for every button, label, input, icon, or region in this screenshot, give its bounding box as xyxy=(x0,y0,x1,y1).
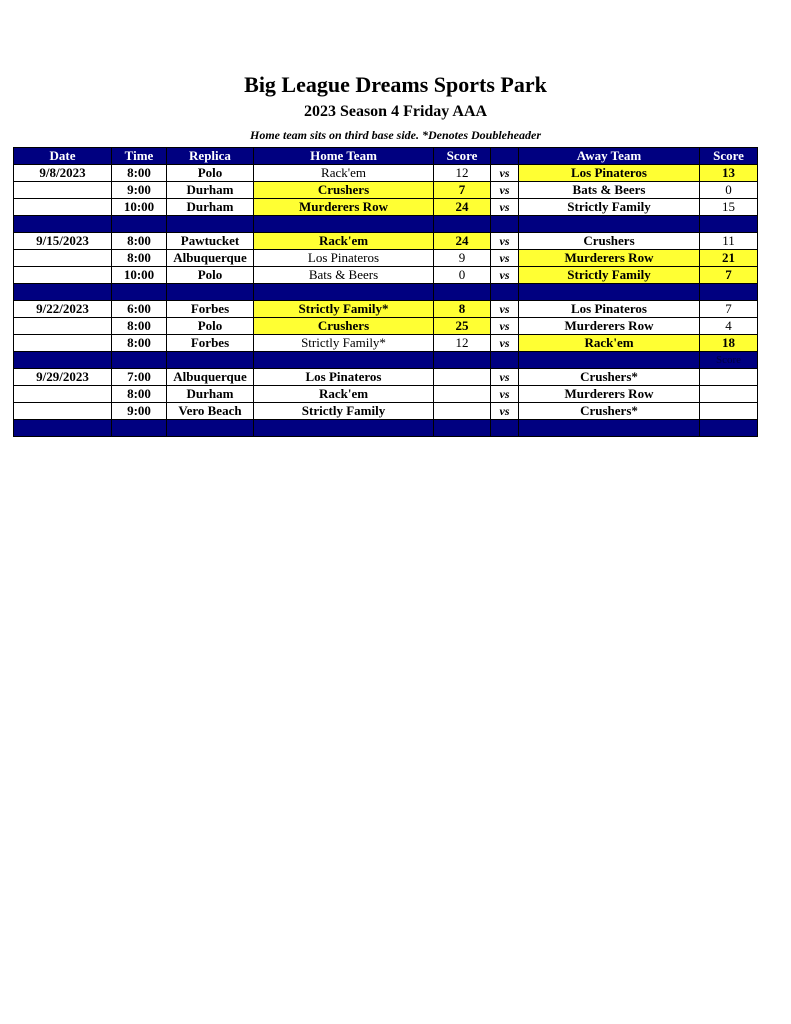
column-header-home-score: Score xyxy=(434,148,491,165)
vs-label: vs xyxy=(491,199,519,216)
week-separator xyxy=(14,420,758,437)
separator-cell xyxy=(491,216,519,233)
separator-cell xyxy=(519,420,700,437)
game-date xyxy=(14,182,112,199)
game-time: 7:00 xyxy=(112,369,167,386)
separator-cell xyxy=(519,284,700,301)
away-score: 21 xyxy=(700,250,758,267)
game-date xyxy=(14,403,112,420)
separator-cell xyxy=(14,352,112,369)
table-row xyxy=(14,301,758,318)
game-time: 6:00 xyxy=(112,301,167,318)
separator-cell xyxy=(519,216,700,233)
vs-label: vs xyxy=(491,165,519,182)
home-team: Strictly Family* xyxy=(254,301,434,318)
home-score: 12 xyxy=(434,335,491,352)
separator-cell xyxy=(700,420,758,437)
column-header-away-team: Away Team xyxy=(519,148,700,165)
separator-score-label: Score xyxy=(700,352,758,369)
game-replica: Vero Beach xyxy=(167,403,254,420)
home-team: Strictly Family xyxy=(254,403,434,420)
game-replica: Durham xyxy=(167,386,254,403)
vs-label: vs xyxy=(491,369,519,386)
game-time: 8:00 xyxy=(112,335,167,352)
table-row xyxy=(14,386,758,403)
home-team: Bats & Beers xyxy=(254,267,434,284)
game-date xyxy=(14,318,112,335)
separator-cell xyxy=(700,216,758,233)
game-replica: Polo xyxy=(167,165,254,182)
away-team: Murderers Row xyxy=(519,386,700,403)
column-header-time: Time xyxy=(112,148,167,165)
vs-label: vs xyxy=(491,267,519,284)
home-score: 0 xyxy=(434,267,491,284)
column-header-home-team: Home Team xyxy=(254,148,434,165)
column-header-away-score: Score xyxy=(700,148,758,165)
home-team: Los Pinateros xyxy=(254,369,434,386)
vs-label: vs xyxy=(491,182,519,199)
game-date: 9/22/2023 xyxy=(14,301,112,318)
week-separator xyxy=(14,352,758,369)
table-row xyxy=(14,335,758,352)
away-score: 15 xyxy=(700,199,758,216)
separator-cell xyxy=(167,352,254,369)
separator-cell xyxy=(14,420,112,437)
game-replica: Durham xyxy=(167,182,254,199)
separator-cell xyxy=(14,284,112,301)
separator-cell xyxy=(112,284,167,301)
separator-cell xyxy=(700,284,758,301)
vs-label: vs xyxy=(491,301,519,318)
home-team: Murderers Row xyxy=(254,199,434,216)
away-team: Los Pinateros xyxy=(519,165,700,182)
week-separator xyxy=(14,216,758,233)
game-replica: Durham xyxy=(167,199,254,216)
game-date: 9/8/2023 xyxy=(14,165,112,182)
vs-label: vs xyxy=(491,386,519,403)
table-row xyxy=(14,165,758,182)
home-team: Rack'em xyxy=(254,233,434,250)
table-row xyxy=(14,233,758,250)
game-replica: Forbes xyxy=(167,301,254,318)
away-score: 4 xyxy=(700,318,758,335)
away-team: Crushers* xyxy=(519,403,700,420)
separator-cell xyxy=(254,420,434,437)
home-score: 12 xyxy=(434,165,491,182)
home-score xyxy=(434,386,491,403)
home-score xyxy=(434,403,491,420)
away-score: 7 xyxy=(700,301,758,318)
game-date: 9/15/2023 xyxy=(14,233,112,250)
column-header-vs xyxy=(491,148,519,165)
table-row xyxy=(14,250,758,267)
schedule-table xyxy=(13,147,758,437)
separator-cell xyxy=(491,420,519,437)
separator-cell xyxy=(254,352,434,369)
separator-cell xyxy=(167,216,254,233)
home-team: Los Pinateros xyxy=(254,250,434,267)
game-date xyxy=(14,386,112,403)
away-score: 0 xyxy=(700,182,758,199)
vs-label: vs xyxy=(491,335,519,352)
home-score xyxy=(434,369,491,386)
game-replica: Albuquerque xyxy=(167,250,254,267)
game-date: 9/29/2023 xyxy=(14,369,112,386)
separator-cell xyxy=(434,352,491,369)
vs-label: vs xyxy=(491,250,519,267)
game-date xyxy=(14,267,112,284)
column-header-replica: Replica xyxy=(167,148,254,165)
separator-cell xyxy=(112,420,167,437)
home-team: Rack'em xyxy=(254,386,434,403)
table-row xyxy=(14,199,758,216)
away-score: 11 xyxy=(700,233,758,250)
page-subtitle: 2023 Season 4 Friday AAA xyxy=(303,103,488,120)
separator-cell xyxy=(434,284,491,301)
home-team: Crushers xyxy=(254,318,434,335)
table-header-row xyxy=(14,148,758,165)
separator-cell xyxy=(254,216,434,233)
game-replica: Polo xyxy=(167,267,254,284)
table-row xyxy=(14,267,758,284)
away-team: Crushers xyxy=(519,233,700,250)
home-team: Rack'em xyxy=(254,165,434,182)
game-time: 8:00 xyxy=(112,165,167,182)
separator-cell xyxy=(491,284,519,301)
separator-cell xyxy=(167,284,254,301)
away-team: Crushers* xyxy=(519,369,700,386)
separator-cell xyxy=(112,216,167,233)
vs-label: vs xyxy=(491,403,519,420)
separator-cell xyxy=(112,352,167,369)
table-row xyxy=(14,403,758,420)
game-date xyxy=(14,335,112,352)
away-team: Murderers Row xyxy=(519,318,700,335)
game-time: 10:00 xyxy=(112,199,167,216)
home-score: 8 xyxy=(434,301,491,318)
separator-cell xyxy=(434,216,491,233)
home-team: Crushers xyxy=(254,182,434,199)
separator-cell xyxy=(519,352,700,369)
game-replica: Albuquerque xyxy=(167,369,254,386)
table-row xyxy=(14,369,758,386)
game-date xyxy=(14,199,112,216)
game-time: 8:00 xyxy=(112,318,167,335)
away-score: 13 xyxy=(700,165,758,182)
away-team: Los Pinateros xyxy=(519,301,700,318)
game-date xyxy=(14,250,112,267)
table-row xyxy=(14,182,758,199)
week-separator xyxy=(14,284,758,301)
away-score xyxy=(700,403,758,420)
separator-cell xyxy=(167,420,254,437)
game-replica: Polo xyxy=(167,318,254,335)
game-time: 9:00 xyxy=(112,182,167,199)
away-team: Bats & Beers xyxy=(519,182,700,199)
game-replica: Pawtucket xyxy=(167,233,254,250)
away-score: 18 xyxy=(700,335,758,352)
game-time: 8:00 xyxy=(112,386,167,403)
home-score: 24 xyxy=(434,233,491,250)
column-header-date: Date xyxy=(14,148,112,165)
game-time: 10:00 xyxy=(112,267,167,284)
separator-cell xyxy=(491,352,519,369)
away-score xyxy=(700,369,758,386)
separator-cell xyxy=(254,284,434,301)
page-title: Big League Dreams Sports Park xyxy=(244,72,547,97)
home-score: 24 xyxy=(434,199,491,216)
away-team: Rack'em xyxy=(519,335,700,352)
vs-label: vs xyxy=(491,318,519,335)
away-team: Strictly Family xyxy=(519,199,700,216)
game-time: 8:00 xyxy=(112,250,167,267)
away-score: 7 xyxy=(700,267,758,284)
separator-cell xyxy=(434,420,491,437)
home-score: 9 xyxy=(434,250,491,267)
away-team: Murderers Row xyxy=(519,250,700,267)
home-score: 7 xyxy=(434,182,491,199)
home-team: Strictly Family* xyxy=(254,335,434,352)
separator-cell xyxy=(14,216,112,233)
away-team: Strictly Family xyxy=(519,267,700,284)
game-time: 8:00 xyxy=(112,233,167,250)
away-score xyxy=(700,386,758,403)
home-score: 25 xyxy=(434,318,491,335)
schedule-note: Home team sits on third base side. *Denotes Doubleheader xyxy=(250,128,541,142)
game-time: 9:00 xyxy=(112,403,167,420)
table-row xyxy=(14,318,758,335)
game-replica: Forbes xyxy=(167,335,254,352)
vs-label: vs xyxy=(491,233,519,250)
